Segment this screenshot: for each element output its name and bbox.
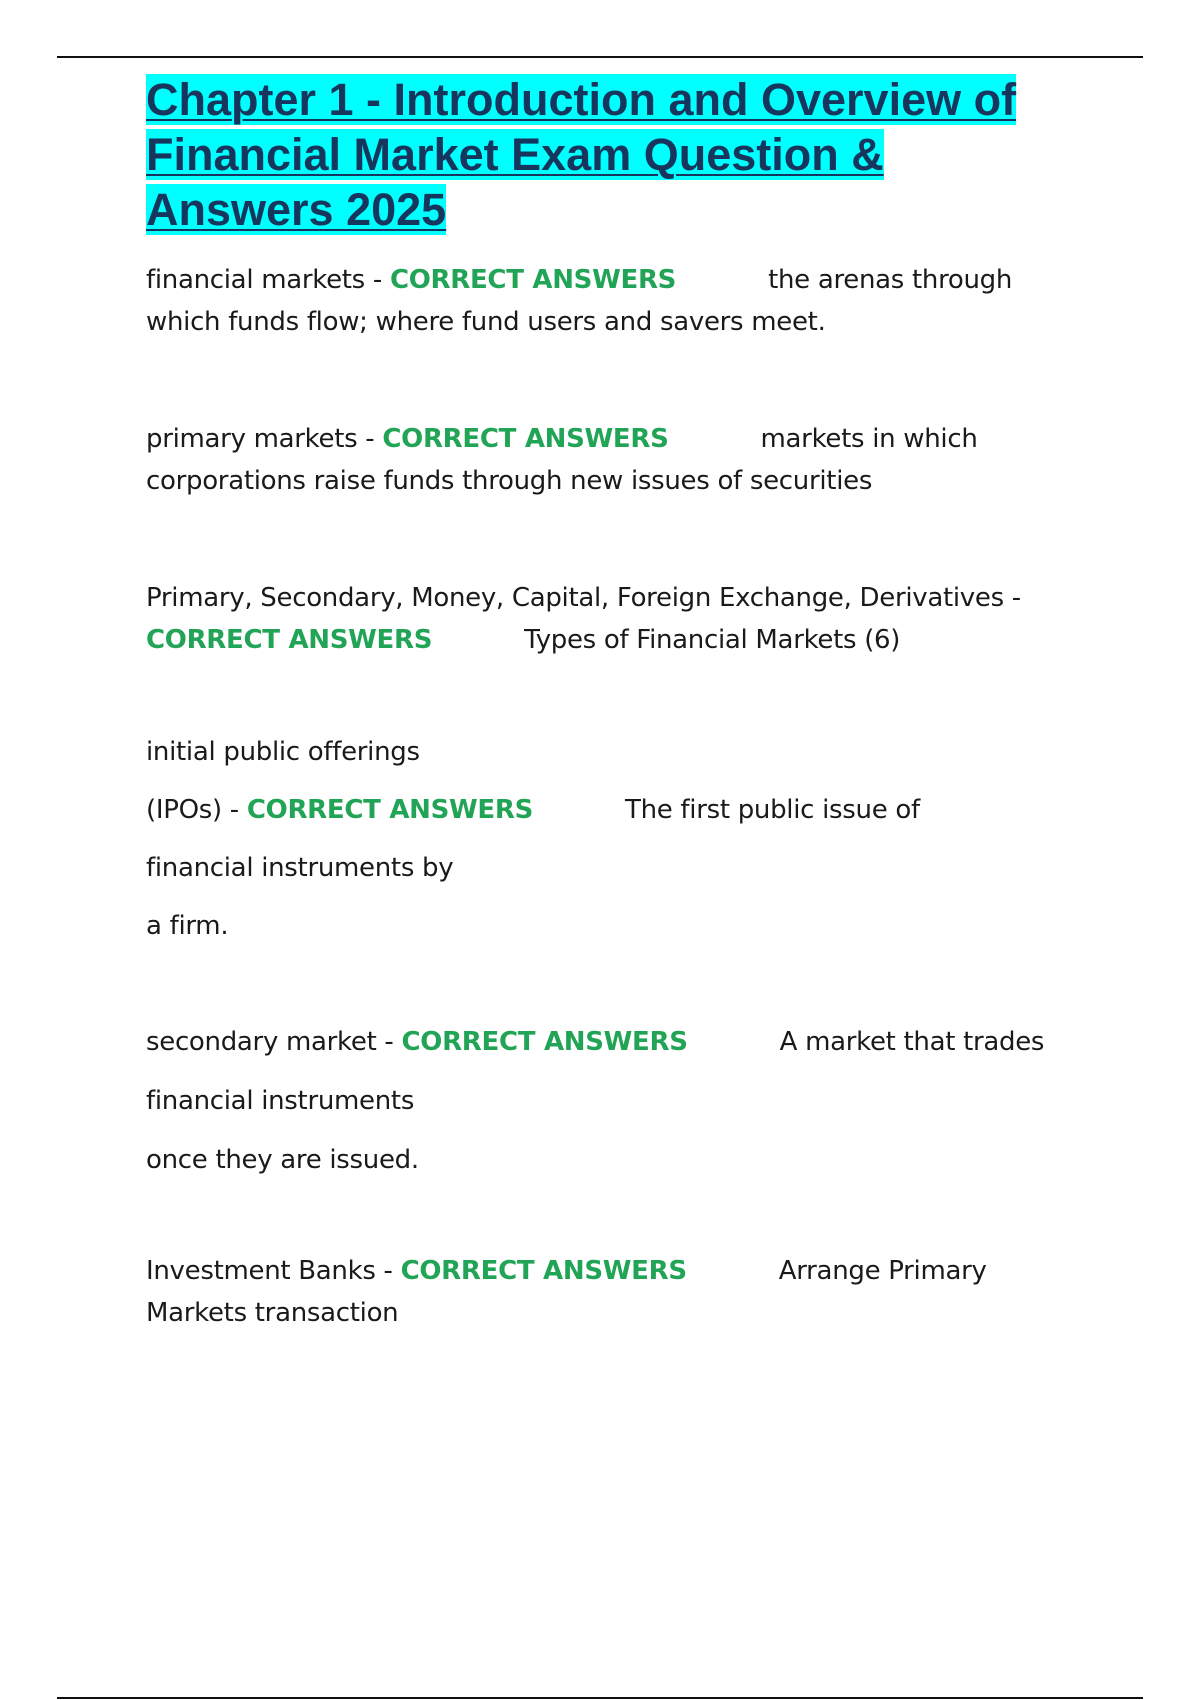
qa-term: Investment Banks - bbox=[146, 1256, 401, 1286]
qa-term: Primary, Secondary, Money, Capital, Foreign Exchange, Derivatives - bbox=[146, 583, 1021, 613]
document-title bbox=[146, 72, 1086, 237]
qa-item-primary-markets bbox=[146, 418, 1086, 502]
correct-answers-label: CORRECT ANSWERS bbox=[146, 625, 433, 655]
qa-definition-line: Types of Financial Markets (6) bbox=[524, 625, 901, 655]
qa-item-investment-banks bbox=[146, 1250, 1086, 1334]
top-rule bbox=[57, 56, 1143, 58]
qa-term-line: initial public offerings bbox=[146, 737, 420, 767]
qa-definition-line: financial instruments by bbox=[146, 853, 454, 883]
qa-definition-line: Markets transaction bbox=[146, 1298, 399, 1328]
qa-definition-line: corporations raise funds through new issues of securities bbox=[146, 466, 873, 496]
qa-definition-line: a firm. bbox=[146, 911, 229, 941]
qa-definition-line: A market that trades bbox=[779, 1027, 1045, 1057]
qa-item-types-of-markets bbox=[146, 577, 1086, 661]
qa-definition-line: The first public issue of bbox=[625, 795, 920, 825]
correct-answers-label: CORRECT ANSWERS bbox=[389, 265, 677, 295]
qa-definition-line: markets in which bbox=[760, 424, 978, 454]
qa-term: primary markets - bbox=[146, 424, 383, 454]
qa-definition-line: which funds flow; where fund users and savers meet. bbox=[146, 307, 826, 337]
correct-answers-label: CORRECT ANSWERS bbox=[382, 424, 669, 454]
qa-item-ipos bbox=[146, 723, 1086, 955]
bottom-rule bbox=[57, 1697, 1143, 1699]
qa-definition-line: Arrange Primary bbox=[778, 1256, 987, 1286]
title-line-2: Financial Market Exam Question & bbox=[146, 129, 884, 180]
qa-term-line: (IPOs) - bbox=[146, 795, 247, 825]
qa-definition-line: once they are issued. bbox=[146, 1145, 419, 1175]
qa-item-secondary-market bbox=[146, 1013, 1086, 1190]
correct-answers-label: CORRECT ANSWERS bbox=[400, 1256, 687, 1286]
document-body bbox=[146, 72, 1086, 1334]
qa-term: secondary market - bbox=[146, 1027, 402, 1057]
qa-definition-line: the arenas through bbox=[768, 265, 1013, 295]
correct-answers-label: CORRECT ANSWERS bbox=[401, 1027, 688, 1057]
qa-term: financial markets - bbox=[146, 265, 390, 295]
title-line-3: Answers 2025 bbox=[146, 184, 447, 235]
qa-definition-line: financial instruments bbox=[146, 1086, 415, 1116]
qa-item-financial-markets bbox=[146, 259, 1086, 343]
correct-answers-label: CORRECT ANSWERS bbox=[246, 795, 534, 825]
title-line-1: Chapter 1 - Introduction and Overview of bbox=[146, 74, 1017, 125]
